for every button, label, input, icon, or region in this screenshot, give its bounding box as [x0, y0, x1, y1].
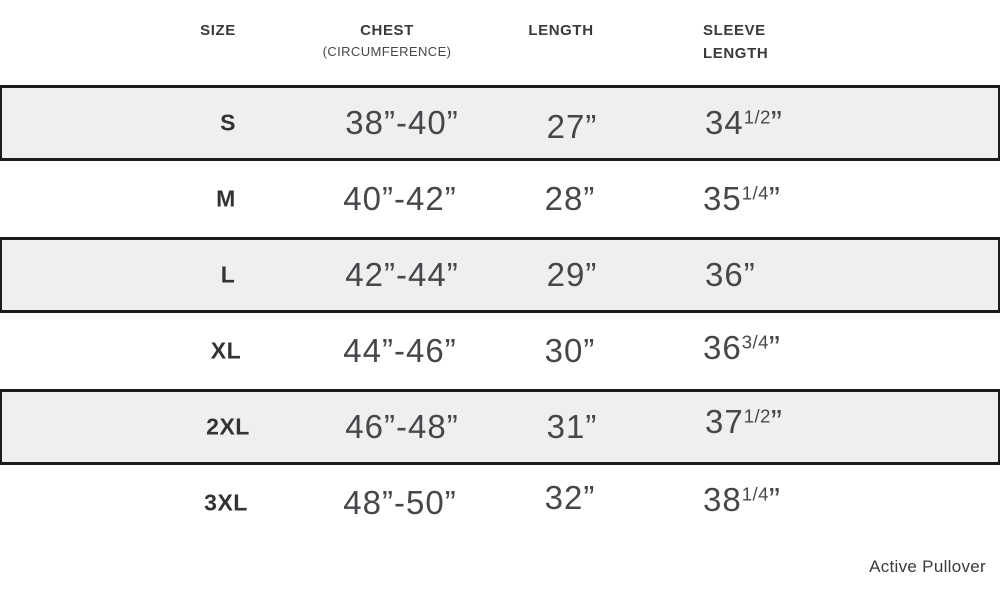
sleeve-inch-mark: ” [743, 256, 756, 293]
length-cell: 29” [546, 256, 598, 293]
sleeve-inch-mark: ” [770, 403, 783, 440]
sleeve-cell [705, 403, 955, 441]
sleeve-fraction: 1/4 [741, 483, 769, 505]
length-cell: 28” [544, 180, 596, 217]
column-header-chest-label: CHEST [360, 22, 414, 39]
size-cell: XL [210, 337, 242, 364]
sleeve-whole: 36 [705, 256, 744, 293]
table-row-m [0, 161, 1000, 237]
sleeve-fraction: 1/4 [741, 182, 769, 204]
sleeve-cell [703, 481, 953, 519]
sleeve-cell [703, 329, 953, 367]
table-row-xl [0, 313, 1000, 389]
length-cell: 31” [546, 408, 598, 445]
sleeve-inch-mark: ” [768, 329, 781, 366]
column-header-size-label: SIZE [200, 22, 236, 39]
size-cell: S [220, 109, 236, 136]
sleeve-whole: 35 [703, 180, 742, 217]
table-row-3xl [0, 465, 1000, 541]
table-row-l [0, 237, 1000, 313]
column-header-chest [287, 22, 487, 59]
size-cell: L [220, 261, 236, 288]
column-header-length-label: LENGTH [528, 22, 594, 39]
sleeve-cell [703, 180, 953, 218]
sleeve-inch-mark: ” [770, 104, 783, 141]
size-cell: 3XL [204, 489, 248, 516]
sleeve-fraction: 3/4 [741, 331, 769, 353]
sleeve-whole: 34 [705, 104, 744, 141]
sleeve-inch-mark: ” [768, 481, 781, 518]
size-cell: 2XL [206, 413, 250, 440]
length-cell: 32” [544, 479, 596, 516]
sleeve-cell [705, 104, 955, 142]
column-header-length [461, 22, 661, 41]
chest-cell: 38”-40” [345, 104, 459, 141]
chest-cell: 42”-44” [345, 256, 459, 293]
sleeve-whole: 36 [703, 329, 742, 366]
sleeve-whole: 37 [705, 403, 744, 440]
sleeve-cell [705, 256, 955, 294]
table-header-row [0, 0, 1000, 85]
table-row-s [0, 85, 1000, 161]
chest-cell: 46”-48” [345, 408, 459, 445]
column-header-sleeve-label-line2: LENGTH [703, 44, 769, 62]
column-header-sleeve-length [703, 22, 903, 62]
chest-cell: 44”-46” [343, 332, 457, 369]
length-cell: 27” [546, 108, 598, 145]
sleeve-fraction: 1/2 [743, 405, 771, 427]
column-header-chest-sublabel: (CIRCUMFERENCE) [322, 43, 452, 59]
sleeve-fraction: 1/2 [743, 106, 771, 128]
size-cell: M [216, 185, 236, 212]
chest-cell: 40”-42” [343, 180, 457, 217]
length-cell: 30” [544, 332, 596, 369]
column-header-sleeve-label-line1: SLEEVE [703, 22, 766, 39]
chest-cell: 48”-50” [343, 484, 457, 521]
sleeve-whole: 38 [703, 481, 742, 518]
table-row-2xl [0, 389, 1000, 465]
sleeve-inch-mark: ” [768, 180, 781, 217]
product-name-label: Active Pullover [869, 557, 986, 576]
